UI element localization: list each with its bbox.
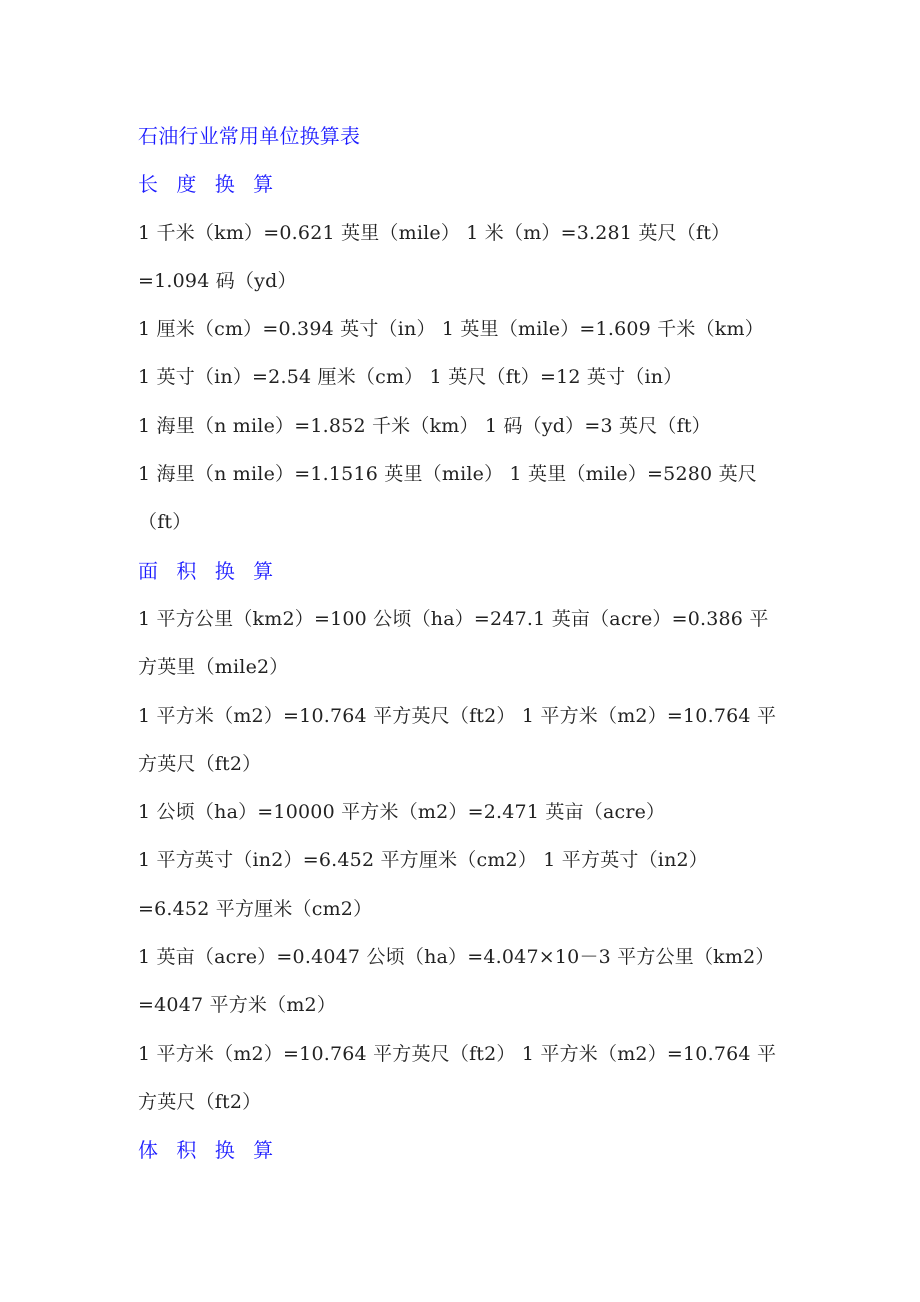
conversion-line: =1.094 码（yd） xyxy=(138,269,297,292)
conversion-line: 1 公顷（ha）=10000 平方米（m2）=2.471 英亩（acre） xyxy=(138,801,666,824)
conversion-line: 1 千米（km）=0.621 英里（mile） 1 米（m）=3.281 英尺（ft） xyxy=(138,221,731,244)
conversion-line: 方英尺（ft2） xyxy=(138,752,262,775)
conversion-line: 1 厘米（cm）=0.394 英寸（in） 1 英里（mile）=1.609 千米（km） xyxy=(138,318,764,341)
conversion-line: 1 英寸（in）=2.54 厘米（cm） 1 英尺（ft）=12 英寸（in） xyxy=(138,366,683,389)
document-title: 石油行业常用单位换算表 xyxy=(138,124,361,148)
conversion-line: 1 平方公里（km2）=100 公顷（ha）=247.1 英亩（acre）=0.386 平 xyxy=(138,607,769,630)
conversion-line: 1 海里（n mile）=1.1516 英里（mile） 1 英里（mile）=5280 英尺 xyxy=(138,463,757,486)
conversion-line: （ft） xyxy=(138,511,192,534)
conversion-line: =6.452 平方厘米（cm2） xyxy=(138,897,373,920)
conversion-line: 1 英亩（acre）=0.4047 公顷（ha）=4.047×10－3 平方公里（km2） xyxy=(138,946,775,969)
conversion-line: 方英尺（ft2） xyxy=(138,1090,262,1113)
section-heading-volume: 体 积 换 算 xyxy=(138,1138,280,1163)
conversion-line: 1 平方米（m2）=10.764 平方英尺（ft2） 1 平方米（m2）=10.764 平 xyxy=(138,704,777,727)
section-heading-area: 面 积 换 算 xyxy=(138,558,280,583)
conversion-line: 1 平方米（m2）=10.764 平方英尺（ft2） 1 平方米（m2）=10.764 平 xyxy=(138,1042,777,1065)
section-heading-length: 长 度 换 算 xyxy=(138,172,280,197)
conversion-line: 1 海里（n mile）=1.852 千米（km） 1 码（yd）=3 英尺（ft） xyxy=(138,414,711,437)
conversion-line: 方英里（mile2） xyxy=(138,656,289,679)
document-page xyxy=(138,112,798,1175)
conversion-line: =4047 平方米（m2） xyxy=(138,994,337,1017)
conversion-line: 1 平方英寸（in2）=6.452 平方厘米（cm2） 1 平方英寸（in2） xyxy=(138,849,708,872)
